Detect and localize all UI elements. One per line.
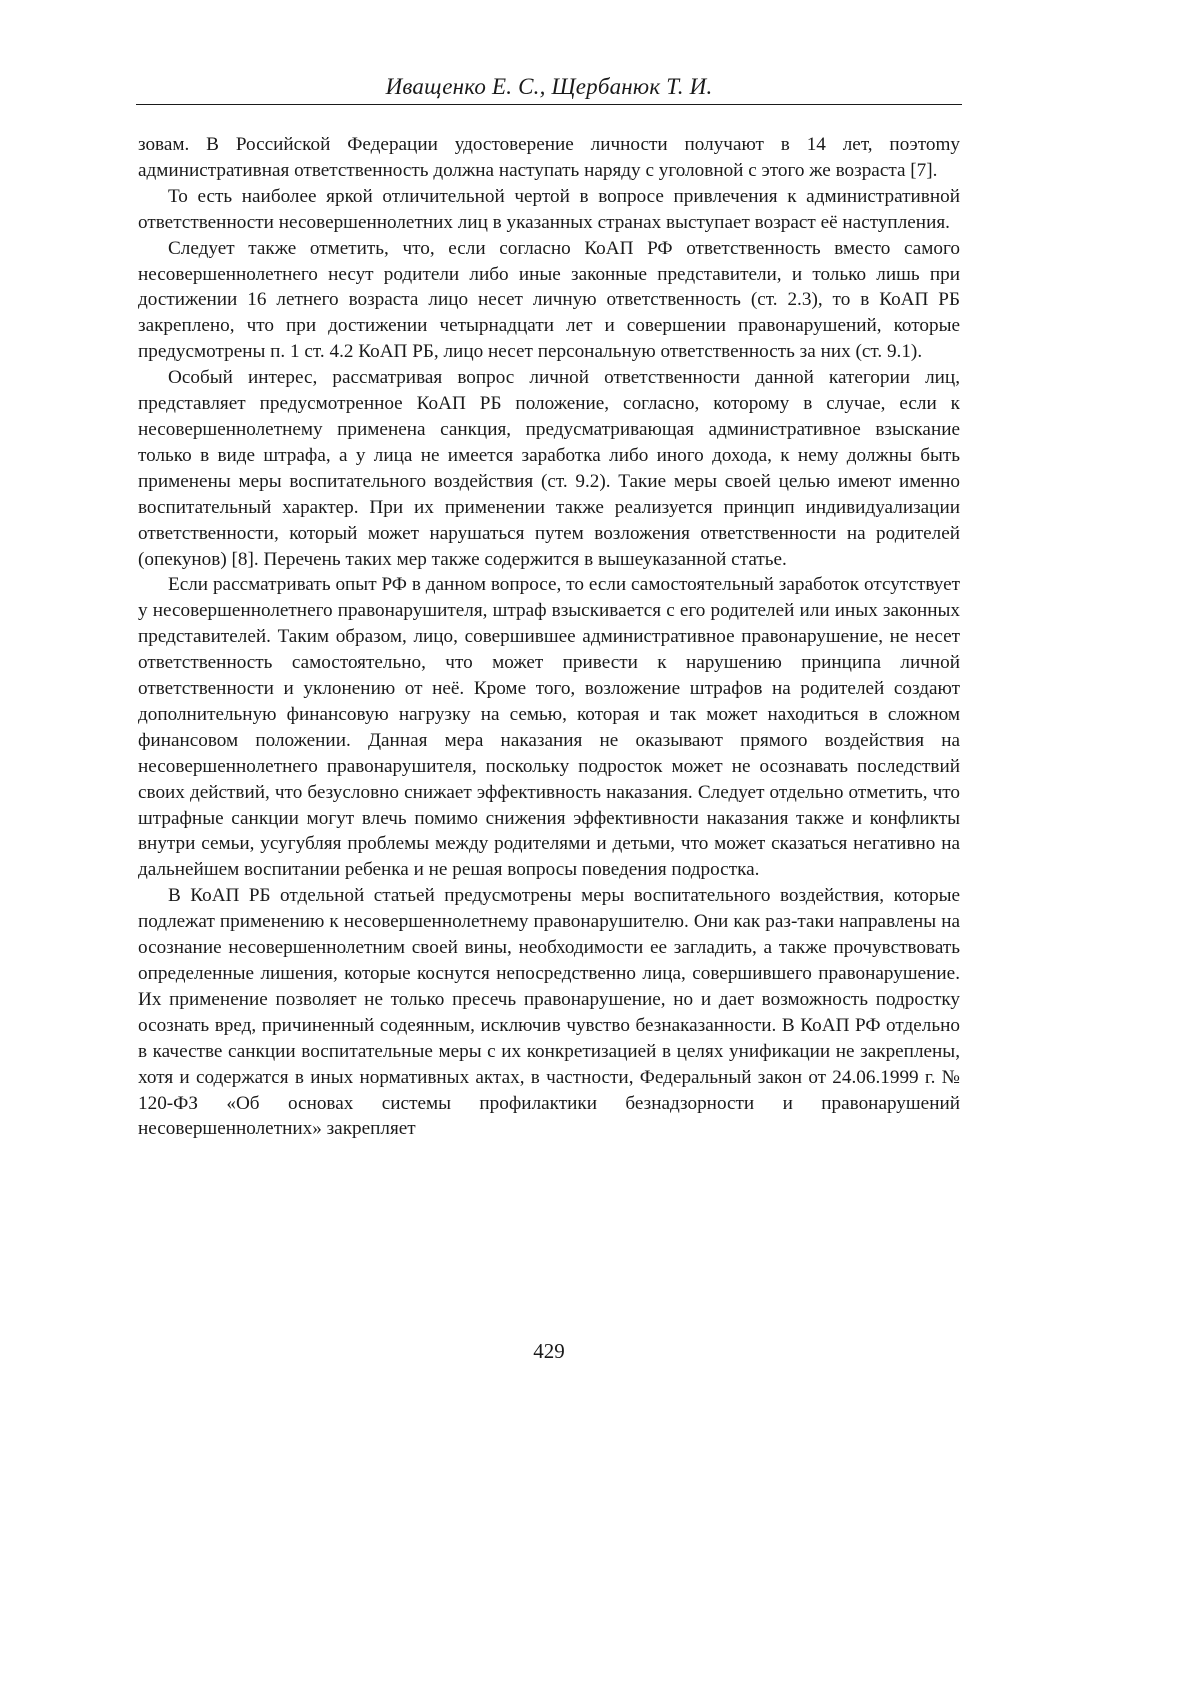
- header-divider: [136, 104, 962, 105]
- article-body: [138, 132, 960, 1142]
- paragraph-continued: зовам. В Российской Федерации удостоверение личности получают в 14 лет, поэтоmу административная ответственность должна наступать наряду с уголовной с этого же возраста [7].: [138, 134, 960, 181]
- paragraph: Следует также отметить, что, если согласно КоАП РФ ответственность вместо самого несовершеннолетнего несут родители либо иные законные представители, и только лишь при достижении 16 летнего возраста лицо несет личную ответственность (ст. 2.3), то в КоАП РБ закреплено, что при достижении четырнадцати лет и совершении правонарушений, которые предусмотрены п. 1 ст. 4.2 КоАП РБ, лицо несет персональную ответственность за них (ст. 9.1).: [138, 237, 960, 363]
- page-number: 429: [533, 1339, 565, 1363]
- paragraph: В КоАП РБ отдельной статьей предусмотрены меры воспитательного воздействия, которые подлежат применению к несовершеннолетнему правонарушителю. Они как раз-таки направлены на осознание несовершеннолетним своей вины, необходимости ее загладить, а также прочувствовать определенные лишения, которые коснутся непосредственно лица, совершившего правонарушение. Их применение позволяет не только пресечь правонарушение, но и дает возможность подростку осознать вред, причиненный содеянным, исключив чувство безнаказанности. В КоАП РФ отдельно в качестве санкции воспитательные меры с их конкретизацией в целях унификации не закреплены, хотя и содержатся в иных нормативных актах, в частности, Федеральный закон от 24.06.1999 г. № 120-ФЗ «Об основах системы профилактики безнадзорности и правонарушений несовершеннолетних» закрепляет: [138, 885, 960, 1140]
- paragraph: Если рассматривать опыт РФ в данном вопросе, то если самостоятельный заработок отсутствует у несовершеннолетнего правонарушителя, штраф взыскивается с его родителей или иных законных представителей. Таким образом, лицо, совершившее административное правонарушение, не несет ответственность самостоятельно, что может привести к нарушению принципа личной ответственности и уклонению от неё. Кроме того, возложение штрафов на родителей создают дополнительную финансовую нагрузку на семью, которая и так может находиться в сложном финансовом положении. Данная мера наказания не оказывают прямого воздействия на несовершеннолетнего правонарушителя, поскольку подросток может не осознавать последствий своих действий, что безусловно снижает эффективность наказания. Следует отдельно отметить, что штрафные санкции могут влечь помимо снижения эффективности наказания также и конфликты внутри семьи, усугубляя проблемы между родителями и детьми, что может сказаться негативно на дальнейшем воспитании ребенка и не решая вопросы поведения подростка.: [138, 574, 960, 881]
- paragraph: Особый интерес, рассматривая вопрос личной ответственности данной категории лиц, представляет предусмотренное КоАП РБ положение, согласно, которому в случае, если к несовершеннолетнему применена санкция, предусматривающая административное взыскание только в виде штрафа, а у лица не имеется заработка либо иного дохода, к нему должны быть применены меры воспитательного воздействия (ст. 9.2). Такие меры своей целью имеют именно воспитательный характер. При их применении также реализуется принцип индивидуализации ответственности, который может нарушаться путем возложения ответственности на родителей (опекунов) [8]. Перечень таких мер также содержится в вышеуказанной статье.: [138, 367, 960, 570]
- running-header-authors: Иващенко Е. С., Щербанюк Т. И.: [385, 74, 713, 99]
- paragraph: То есть наиболее яркой отличительной чертой в вопросе привлечения к административной ответственности несовершеннолетних лиц в указанных странах выступает возраст её наступления.: [138, 185, 960, 233]
